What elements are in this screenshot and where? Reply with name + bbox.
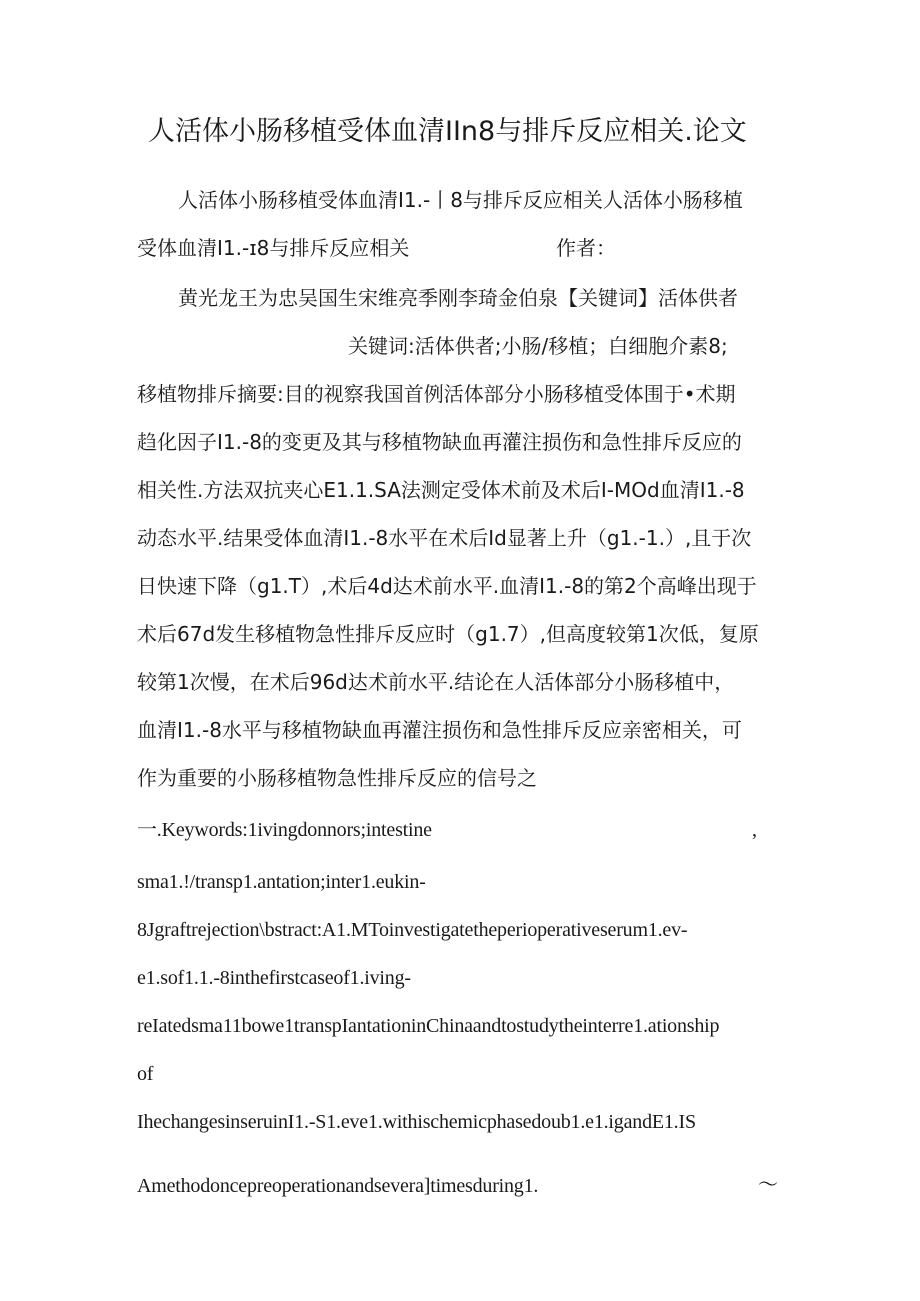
text-line: 相关性.方法双抗夹心E1.1.SA法测定受体术前及术后I-MOd血清I1.-8	[137, 478, 745, 502]
document-title: 人活体小肠移植受体血清IIn8与排斥反应相关.论文	[148, 116, 747, 147]
text-line: reIatedsma11bowe1transpIantationinChinaandtostudytheinterre1.ationship	[137, 1015, 720, 1037]
text-line: 受体血清I1.-ɪ8与排斥反应相关	[137, 236, 410, 260]
abstract-line: 8Jgraftrejection\bstract:A1.MToinvestigatetheperioperativeserum1.ev-	[137, 919, 688, 941]
text-line: IhechangesinseruinI1.-S1.eve1.withischemicphasedoub1.e1.igandE1.IS	[137, 1111, 696, 1133]
text-line: 较第1次慢，在术后96d达术前水平.结论在人活体部分小肠移植中，	[137, 670, 735, 694]
text-line: 人活体小肠移植受体血清I1.-丨8与排斥反应相关人活体小肠移植	[178, 188, 743, 212]
keywords-line: 关键词:活体供者;小肠/移植；白细胞介素8;	[348, 334, 728, 358]
text-line: 黄光龙王为忠吴国生宋维亮季刚李琦金伯泉【关键词】活体供者	[178, 286, 738, 310]
text-line: 移植物排斥摘要:目的视察我国首例活体部分小肠移植受体围于•术期	[137, 382, 736, 406]
text-line: 日快速下降（g1.T）,术后4d达术前水平.血清I1.-8的第2个高峰出现于	[137, 574, 757, 598]
english-keywords-line: 一.Keywords:1ivingdonnors;intestine	[137, 819, 432, 841]
text-line: 趋化因子I1.-8的变更及其与移植物缺血再灌注损伤和急性排斥反应的	[137, 430, 742, 454]
comma-mark: ,	[752, 819, 757, 841]
text-line: 术后67d发生移植物急性排斥反应时（g1.7）,但高度较第1次低，复原	[137, 622, 759, 646]
text-line: 动态水平.结果受体血清I1.-8水平在术后Id显著上升（g1.-1.）,且于次	[137, 526, 752, 550]
text-line: Amethodoncepreoperationandsevera]timesduring1.	[137, 1175, 539, 1197]
tilde-mark: ～	[758, 1172, 778, 1196]
text-line: of	[137, 1063, 154, 1085]
author-label: 作者：	[556, 236, 616, 260]
text-line: sma1.!/transp1.antation;inter1.eukin-	[137, 871, 426, 893]
text-line: 血清I1.-8水平与移植物缺血再灌注损伤和急性排斥反应亲密相关，可	[137, 718, 742, 742]
text-line: 作为重要的小肠移植物急性排斥反应的信号之	[137, 766, 537, 790]
text-line: e1.sof1.1.-8inthefirstcaseof1.iving-	[137, 967, 411, 989]
